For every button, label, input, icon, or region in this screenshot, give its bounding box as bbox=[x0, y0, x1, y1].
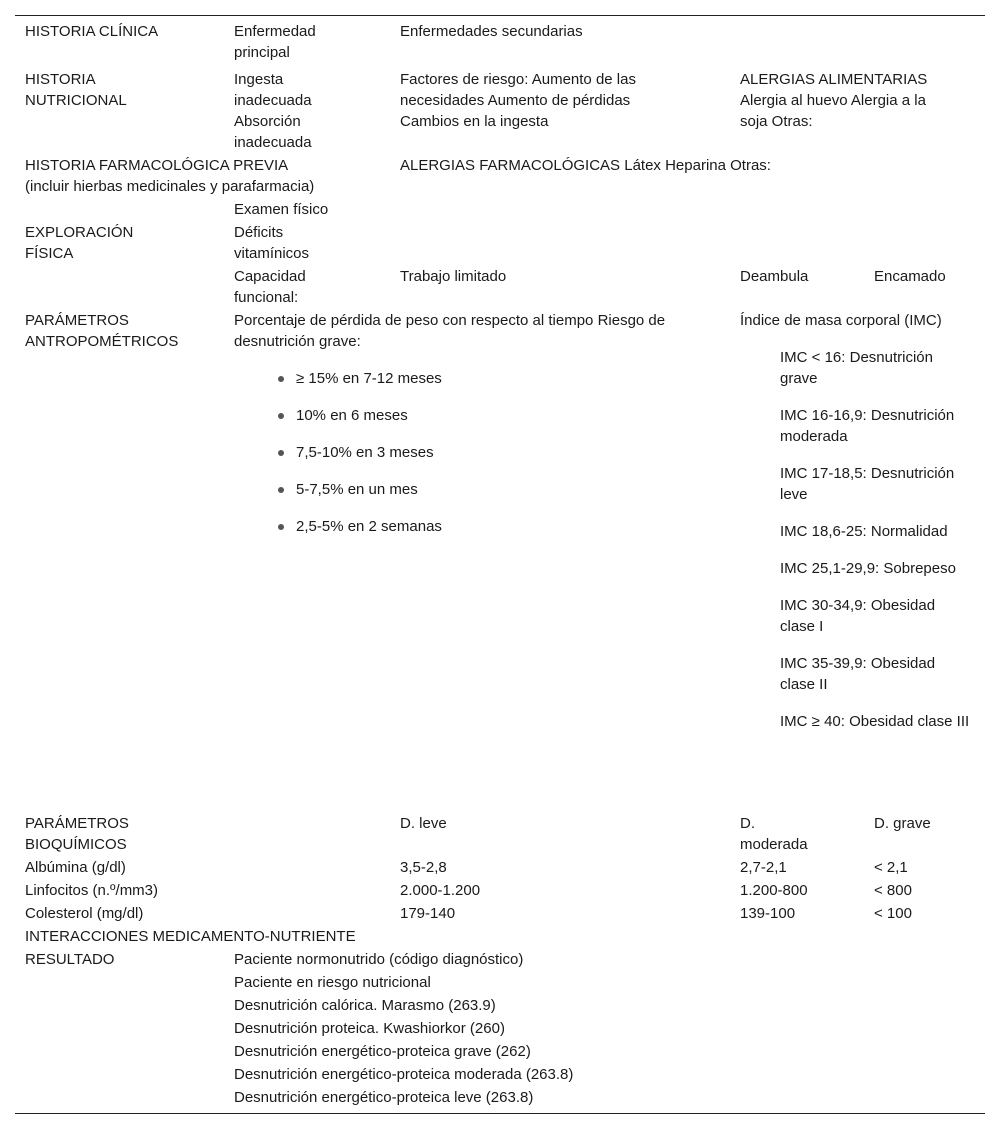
albumina-label: Albúmina (g/dl) bbox=[25, 859, 126, 876]
perdida-peso: Porcentaje de pérdida de peso con respecto al tiempo Riesgo de desnutrición grave: bbox=[234, 312, 666, 350]
capacidad-funcional: Capacidad funcional: bbox=[234, 268, 306, 306]
resultado-item: Desnutrición energético-proteica grave (262) bbox=[234, 1043, 531, 1060]
imc-item: IMC 30-34,9: Obesidad clase I bbox=[780, 597, 936, 635]
historia-nutricional-label: HISTORIA NUTRICIONAL bbox=[25, 71, 127, 109]
deficits-vitaminicos: Déficits vitamínicos bbox=[234, 224, 310, 262]
header-moderada: D. moderada bbox=[740, 815, 808, 853]
linfocitos-grave: < 800 bbox=[874, 882, 912, 899]
resultado-item: Desnutrición calórica. Marasmo (263.9) bbox=[234, 997, 496, 1014]
list-item: 10% en 6 meses bbox=[278, 405, 442, 442]
historia-farmacologica-label: HISTORIA FARMACOLÓGICA PREVIA bbox=[25, 157, 289, 174]
alergias-alimentarias-title: ALERGIAS ALIMENTARIAS bbox=[740, 71, 928, 88]
colesterol-grave: < 100 bbox=[874, 905, 912, 922]
alergias-farmacologicas: ALERGIAS FARMACOLÓGICAS Látex Heparina Otras: bbox=[400, 157, 771, 174]
historia-clinica-label: HISTORIA CLÍNICA bbox=[25, 23, 159, 40]
imc-list bbox=[780, 347, 970, 748]
historia-farmacologica-sublabel: (incluir hierbas medicinales y parafarmacia) bbox=[25, 178, 315, 195]
imc-item: IMC ≥ 40: Obesidad clase III bbox=[780, 713, 970, 730]
factores-riesgo: Factores de riesgo: Aumento de las necesidades Aumento de pérdidas Cambios en la ingesta bbox=[400, 71, 636, 130]
imc-item: IMC < 16: Desnutrición grave bbox=[780, 349, 933, 387]
imc-item: IMC 25,1-29,9: Sobrepeso bbox=[780, 560, 956, 577]
resultado-item: Desnutrición energético-proteica moderada (263.8) bbox=[234, 1066, 574, 1083]
linfocitos-moderada: 1.200-800 bbox=[740, 882, 808, 899]
resultado-list bbox=[234, 949, 573, 1110]
list-item: 7,5-10% en 3 meses bbox=[278, 442, 442, 479]
exploracion-fisica-label: EXPLORACIÓN FÍSICA bbox=[25, 224, 134, 262]
interacciones-label: INTERACCIONES MEDICAMENTO-NUTRIENTE bbox=[25, 928, 356, 945]
imc-title: Índice de masa corporal (IMC) bbox=[740, 312, 942, 329]
colesterol-leve: 179-140 bbox=[400, 905, 456, 922]
list-item: 2,5-5% en 2 semanas bbox=[278, 516, 442, 553]
resultado-item: Desnutrición energético-proteica leve (263.8) bbox=[234, 1089, 534, 1106]
enfermedades-secundarias: Enfermedades secundarias bbox=[400, 23, 583, 40]
header-grave: D. grave bbox=[874, 815, 931, 832]
colesterol-moderada: 139-100 bbox=[740, 905, 796, 922]
header-leve: D. leve bbox=[400, 815, 447, 832]
encamado: Encamado bbox=[874, 268, 946, 285]
absorcion-inadecuada: Absorción inadecuada bbox=[234, 113, 312, 151]
imc-item: IMC 18,6-25: Normalidad bbox=[780, 523, 948, 540]
bottom-rule bbox=[15, 1113, 985, 1114]
resultado-item: Paciente en riesgo nutricional bbox=[234, 974, 431, 991]
trabajo-limitado: Trabajo limitado bbox=[400, 268, 507, 285]
deambula: Deambula bbox=[740, 268, 809, 285]
linfocitos-leve: 2.000-1.200 bbox=[400, 882, 481, 899]
examen-fisico: Examen físico bbox=[234, 201, 329, 218]
linfocitos-label: Linfocitos (n.º/mm3) bbox=[25, 882, 159, 899]
weight-loss-list bbox=[278, 368, 442, 553]
list-item: 5-7,5% en un mes bbox=[278, 479, 442, 516]
resultado-label: RESULTADO bbox=[25, 951, 115, 968]
imc-item: IMC 35-39,9: Obesidad clase II bbox=[780, 655, 936, 693]
colesterol-label: Colesterol (mg/dl) bbox=[25, 905, 144, 922]
resultado-item: Paciente normonutrido (código diagnóstico) bbox=[234, 951, 524, 968]
imc-item: IMC 17-18,5: Desnutrición leve bbox=[780, 465, 955, 503]
alergias-alimentarias: Alergia al huevo Alergia a la soja Otras: bbox=[740, 92, 926, 130]
albumina-leve: 3,5-2,8 bbox=[400, 859, 447, 876]
top-rule bbox=[15, 15, 985, 16]
list-item: ≥ 15% en 7-12 meses bbox=[278, 368, 442, 405]
antropometricos-label: PARÁMETROS ANTROPOMÉTRICOS bbox=[25, 312, 179, 350]
imc-item: IMC 16-16,9: Desnutrición moderada bbox=[780, 407, 955, 445]
bioquimicos-label: PARÁMETROS BIOQUÍMICOS bbox=[25, 815, 129, 853]
enfermedad-principal: Enfermedad principal bbox=[234, 23, 316, 61]
ingesta-inadecuada: Ingesta inadecuada bbox=[234, 71, 312, 109]
albumina-moderada: 2,7-2,1 bbox=[740, 859, 787, 876]
resultado-item: Desnutrición proteica. Kwashiorkor (260) bbox=[234, 1020, 505, 1037]
albumina-grave: < 2,1 bbox=[874, 859, 908, 876]
